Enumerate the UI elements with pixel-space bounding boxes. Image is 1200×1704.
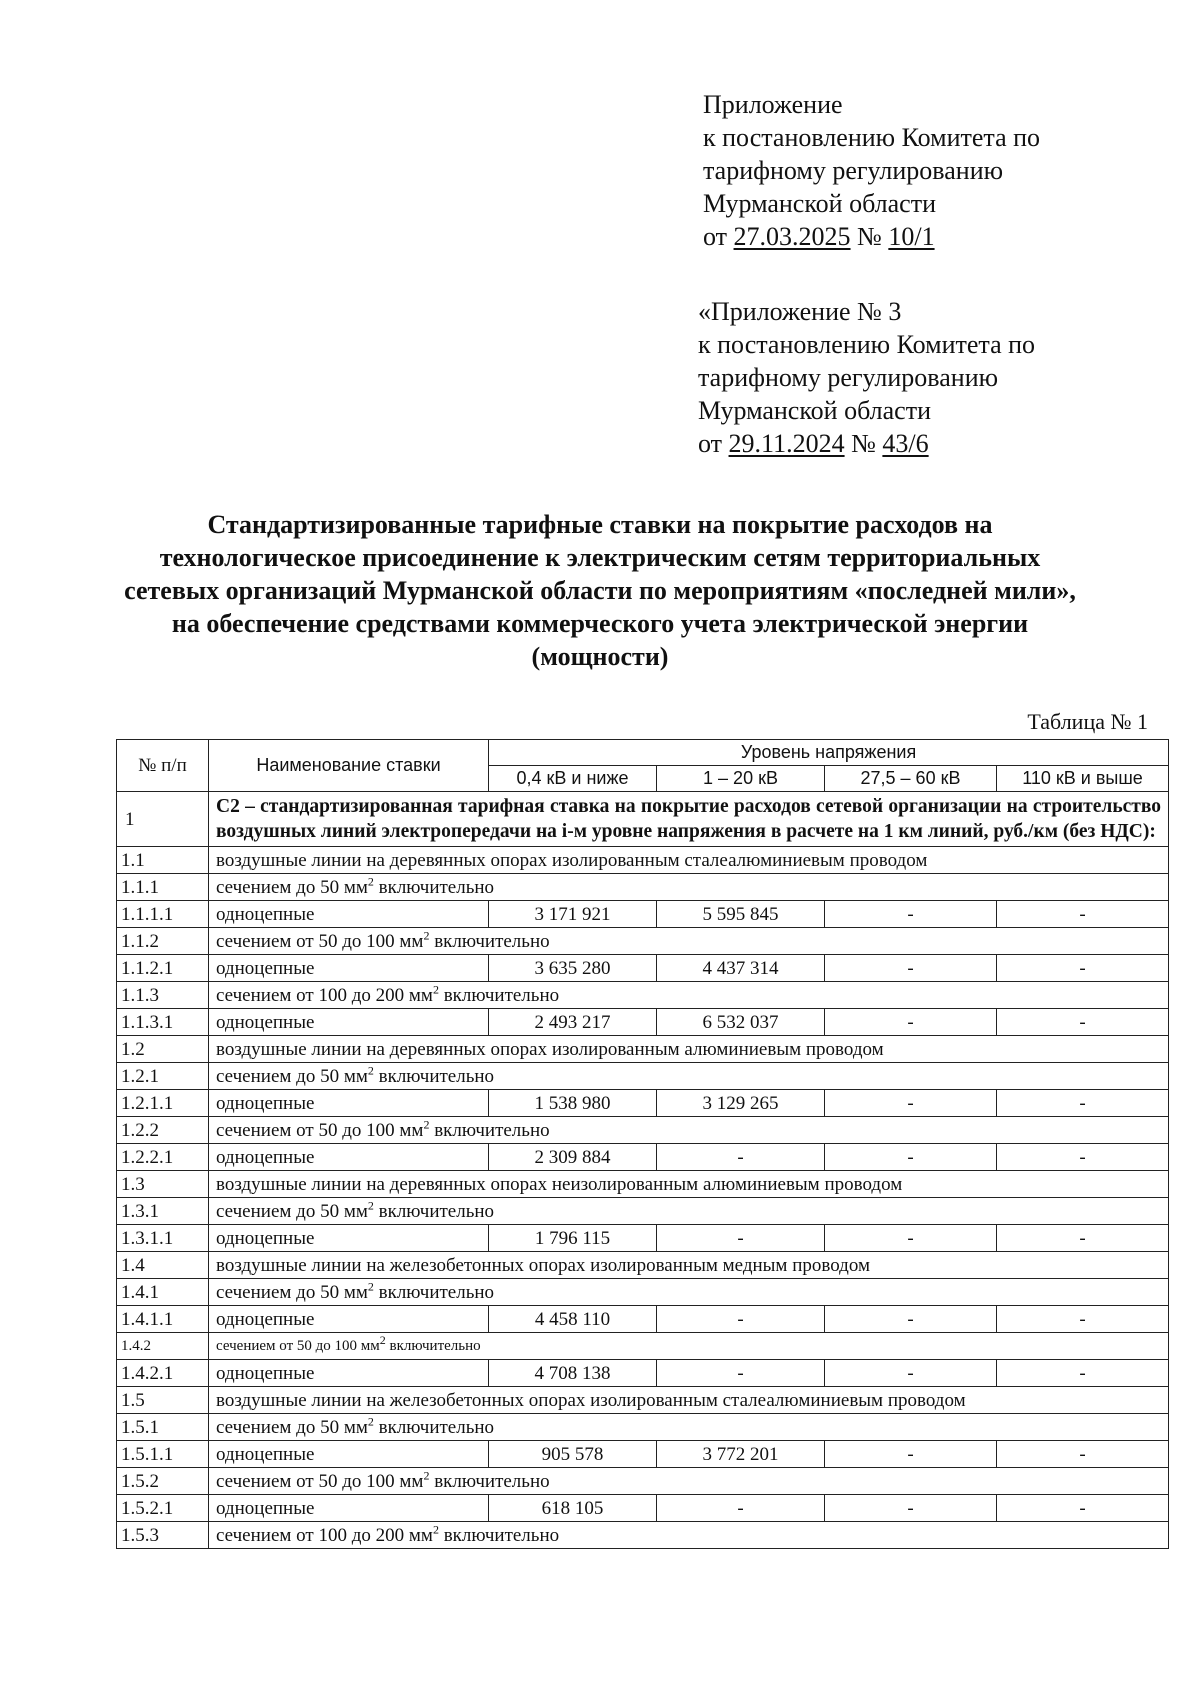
table-row [117, 1333, 1169, 1360]
row-name-text: сечением от 50 до 100 мм [216, 1119, 424, 1141]
header-level-27-60kv: 27,5 – 60 кВ [825, 766, 997, 792]
rate-value-level-2: - [657, 1144, 825, 1171]
row-name: одноцепные [209, 1441, 489, 1468]
rate-value-level-3: - [825, 1495, 997, 1522]
row-number: 1.1 [117, 847, 209, 874]
unit-superscript: 2 [423, 1117, 430, 1132]
row-name: одноцепные [209, 1225, 489, 1252]
table-row [117, 1198, 1169, 1225]
unit-superscript: 2 [379, 1332, 386, 1347]
row-name: одноцепные [209, 1495, 489, 1522]
appendix-1-line-3: тарифному регулированию [703, 156, 1004, 185]
table-row [117, 1171, 1169, 1198]
rate-value-level-2: 3 129 265 [657, 1090, 825, 1117]
table-row [117, 1063, 1169, 1090]
rate-value-level-1: 4 708 138 [489, 1360, 657, 1387]
appendix-1-number-sign: № [850, 222, 889, 251]
row-name: воздушные линии на деревянных опорах неизолированным алюминиевым проводом [209, 1171, 1169, 1198]
rate-value-level-2: - [657, 1495, 825, 1522]
section-row [117, 792, 1169, 847]
rate-value-level-1: 2 309 884 [489, 1144, 657, 1171]
unit-superscript: 2 [367, 1198, 374, 1213]
appendix-1-line-2: к постановлению Комитета по [703, 123, 1041, 152]
rate-value-level-1: 618 105 [489, 1495, 657, 1522]
row-number: 1.2.2.1 [117, 1144, 209, 1171]
table-row [117, 955, 1169, 982]
appendix-block-1 [703, 88, 1040, 253]
rate-value-level-4: - [997, 1441, 1169, 1468]
row-name-text: сечением до 50 мм [216, 1281, 368, 1303]
row-name: одноцепные [209, 1009, 489, 1036]
rate-value-level-4: - [997, 955, 1169, 982]
appendix-2-date: 29.11.2024 [728, 429, 845, 458]
unit-superscript: 2 [423, 928, 430, 943]
row-name-text: сечением до 50 мм [216, 876, 368, 898]
row-name [209, 1117, 1169, 1144]
rate-value-level-2: 6 532 037 [657, 1009, 825, 1036]
appendix-1-date: 27.03.2025 [733, 222, 851, 251]
rate-value-level-1: 3 635 280 [489, 955, 657, 982]
table-row [117, 982, 1169, 1009]
appendix-1-line-4: Мурманской области [703, 189, 936, 218]
row-name [209, 928, 1169, 955]
unit-superscript: 2 [432, 1522, 439, 1537]
rate-value-level-1: 905 578 [489, 1441, 657, 1468]
document-title: Стандартизированные тарифные ставки на покрытие расходов на технологическое присоединение к электрическим сетям территориальных сетевых организаций Мурманской области по мероприятиям «последней мили», на обеспечение средствами коммерческого учета электрической энергии (мощности) [124, 510, 1076, 671]
table-row [117, 874, 1169, 901]
rate-value-level-3: - [825, 1306, 997, 1333]
unit-superscript: 2 [367, 1279, 374, 1294]
row-name-text: сечением от 50 до 100 мм [216, 930, 424, 952]
row-number: 1.4.1.1 [117, 1306, 209, 1333]
rate-value-level-1: 4 458 110 [489, 1306, 657, 1333]
row-name-suffix: включительно [429, 1119, 550, 1141]
row-name-suffix: включительно [438, 1524, 560, 1546]
rate-value-level-3: - [825, 1360, 997, 1387]
row-number: 1.3 [117, 1171, 209, 1198]
row-name [209, 874, 1169, 901]
row-number: 1.1.3 [117, 982, 209, 1009]
appendix-2-number-sign: № [844, 429, 883, 458]
row-number: 1.3.1 [117, 1198, 209, 1225]
row-name-text: сечением от 100 до 200 мм [216, 984, 433, 1006]
rate-value-level-1: 1 796 115 [489, 1225, 657, 1252]
row-number: 1.4.2.1 [117, 1360, 209, 1387]
row-number: 1.4 [117, 1252, 209, 1279]
appendix-1-date-prefix: от [703, 222, 734, 251]
row-number: 1.2.1 [117, 1063, 209, 1090]
rate-value-level-1: 2 493 217 [489, 1009, 657, 1036]
rate-value-level-4: - [997, 1225, 1169, 1252]
row-name-suffix: включительно [373, 1281, 495, 1303]
row-number: 1.5.2 [117, 1468, 209, 1495]
appendix-2-line-2: к постановлению Комитета по [698, 330, 1036, 359]
table-row [117, 1009, 1169, 1036]
table-body [117, 792, 1169, 1549]
row-number: 1.1.2 [117, 928, 209, 955]
table-row [117, 1522, 1169, 1549]
header-voltage-level: Уровень напряжения [489, 740, 1169, 766]
row-name-suffix: включительно [373, 1065, 495, 1087]
row-name: одноцепные [209, 1090, 489, 1117]
rate-value-level-1: 3 171 921 [489, 901, 657, 928]
row-number: 1.5.2.1 [117, 1495, 209, 1522]
row-name [209, 1333, 1169, 1360]
appendix-2-date-line [698, 427, 1035, 460]
row-name-text: сечением до 50 мм [216, 1416, 368, 1438]
row-number: 1.3.1.1 [117, 1225, 209, 1252]
row-name: одноцепные [209, 955, 489, 982]
row-name-text: сечением от 100 до 200 мм [216, 1524, 433, 1546]
rate-value-level-4: - [997, 901, 1169, 928]
appendix-1-line-1: Приложение [703, 90, 843, 119]
row-name: одноцепные [209, 1144, 489, 1171]
row-name: одноцепные [209, 901, 489, 928]
row-name: одноцепные [209, 1360, 489, 1387]
table-row [117, 928, 1169, 955]
appendix-2-line-3: тарифному регулированию [698, 363, 999, 392]
row-number: 1.5.3 [117, 1522, 209, 1549]
appendix-2-number: 43/6 [882, 429, 929, 458]
row-name: воздушные линии на железобетонных опорах изолированным медным проводом [209, 1252, 1169, 1279]
rate-value-level-2: 3 772 201 [657, 1441, 825, 1468]
section-title: С2 – стандартизированная тарифная ставка на покрытие расходов сетевой организации на строительство воздушных линий электропередачи на i-м уровне напряжения в расчете на 1 км линий, руб./км (без НДС): [209, 792, 1169, 847]
rate-value-level-4: - [997, 1009, 1169, 1036]
rate-value-level-3: - [825, 955, 997, 982]
row-name-suffix: включительно [429, 1470, 550, 1492]
rate-value-level-2: 4 437 314 [657, 955, 825, 982]
row-number: 1.1.3.1 [117, 1009, 209, 1036]
appendix-2-line-4: Мурманской области [698, 396, 931, 425]
table-row [117, 1252, 1169, 1279]
row-number: 1.2.1.1 [117, 1090, 209, 1117]
row-name-suffix: включительно [373, 876, 495, 898]
row-number: 1.5 [117, 1387, 209, 1414]
table-row [117, 1225, 1169, 1252]
table-row [117, 1090, 1169, 1117]
row-name: воздушные линии на деревянных опорах изолированным алюминиевым проводом [209, 1036, 1169, 1063]
table-row [117, 1279, 1169, 1306]
section-number: 1 [117, 792, 209, 847]
row-name-suffix: включительно [438, 984, 560, 1006]
tariff-rates-table [116, 739, 1169, 1549]
row-number: 1.1.2.1 [117, 955, 209, 982]
appendix-1-number: 10/1 [888, 222, 935, 251]
row-name [209, 1198, 1169, 1225]
rate-value-level-2: - [657, 1225, 825, 1252]
table-row [117, 901, 1169, 928]
table-row [117, 1144, 1169, 1171]
table-row [117, 1441, 1169, 1468]
unit-superscript: 2 [432, 982, 439, 997]
row-name-text: сечением от 50 до 100 мм [216, 1470, 424, 1492]
row-number: 1.5.1 [117, 1414, 209, 1441]
rate-value-level-3: - [825, 1225, 997, 1252]
appendix-2-line-1: «Приложение № 3 [698, 297, 902, 326]
row-number: 1.2.2 [117, 1117, 209, 1144]
rate-value-level-3: - [825, 1090, 997, 1117]
table-row [117, 847, 1169, 874]
row-name [209, 982, 1169, 1009]
rate-value-level-4: - [997, 1090, 1169, 1117]
row-name: одноцепные [209, 1306, 489, 1333]
row-number: 1.5.1.1 [117, 1441, 209, 1468]
header-level-0-4kv: 0,4 кВ и ниже [489, 766, 657, 792]
unit-superscript: 2 [367, 874, 374, 889]
row-name-text: сечением до 50 мм [216, 1200, 368, 1222]
rate-value-level-4: - [997, 1495, 1169, 1522]
row-name-suffix: включительно [385, 1337, 481, 1354]
row-name [209, 1468, 1169, 1495]
header-level-1-20kv: 1 – 20 кВ [657, 766, 825, 792]
header-number-label: № п/п [138, 755, 187, 776]
row-number: 1.4.1 [117, 1279, 209, 1306]
table-row [117, 1468, 1169, 1495]
row-name [209, 1414, 1169, 1441]
row-name-text: сечением до 50 мм [216, 1065, 368, 1087]
table-row [117, 1117, 1169, 1144]
rate-value-level-2: 5 595 845 [657, 901, 825, 928]
row-name-suffix: включительно [373, 1200, 495, 1222]
rate-value-level-2: - [657, 1360, 825, 1387]
appendix-2-date-prefix: от [698, 429, 729, 458]
row-name [209, 1279, 1169, 1306]
table-row [117, 1387, 1169, 1414]
rate-value-level-3: - [825, 901, 997, 928]
row-name [209, 1522, 1169, 1549]
appendix-block-2 [698, 295, 1035, 460]
row-number: 1.2 [117, 1036, 209, 1063]
table-row [117, 1036, 1169, 1063]
rate-value-level-4: - [997, 1144, 1169, 1171]
table-row [117, 1306, 1169, 1333]
row-number: 1.1.1 [117, 874, 209, 901]
rate-value-level-3: - [825, 1009, 997, 1036]
rate-value-level-3: - [825, 1144, 997, 1171]
header-name: Наименование ставки [209, 740, 489, 792]
header-level-110kv: 110 кВ и выше [997, 766, 1169, 792]
unit-superscript: 2 [367, 1063, 374, 1078]
row-name: воздушные линии на деревянных опорах изолированным сталеалюминиевым проводом [209, 847, 1169, 874]
unit-superscript: 2 [423, 1468, 430, 1483]
rate-value-level-4: - [997, 1306, 1169, 1333]
row-number: 1.4.2 [117, 1333, 209, 1360]
header-number [117, 740, 209, 792]
rate-value-level-4: - [997, 1360, 1169, 1387]
row-name-suffix: включительно [429, 930, 550, 952]
row-number: 1.1.1.1 [117, 901, 209, 928]
table-number: Таблица № 1 [1027, 709, 1148, 734]
table-row [117, 1414, 1169, 1441]
table-row [117, 1360, 1169, 1387]
unit-superscript: 2 [367, 1414, 374, 1429]
row-name-suffix: включительно [373, 1416, 495, 1438]
row-name-text: сечением от 50 до 100 мм [216, 1337, 380, 1354]
rate-value-level-1: 1 538 980 [489, 1090, 657, 1117]
table-row [117, 1495, 1169, 1522]
rate-value-level-3: - [825, 1441, 997, 1468]
row-name [209, 1063, 1169, 1090]
row-name: воздушные линии на железобетонных опорах изолированным сталеалюминиевым проводом [209, 1387, 1169, 1414]
appendix-1-date-line [703, 220, 1040, 253]
rate-value-level-2: - [657, 1306, 825, 1333]
